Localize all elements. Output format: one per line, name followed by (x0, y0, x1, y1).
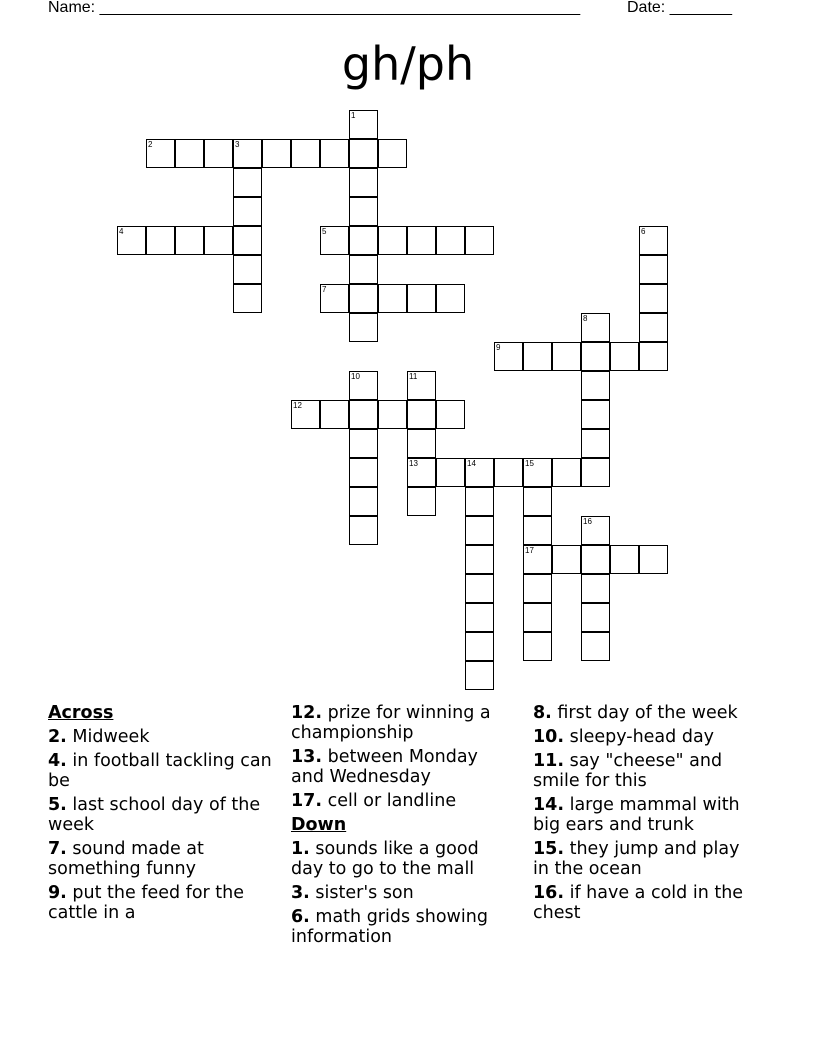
crossword-cell[interactable] (378, 400, 407, 429)
cell-number: 16 (583, 517, 592, 526)
cell-number: 6 (641, 227, 646, 236)
clue-number: 4. (48, 751, 67, 771)
cell-number: 12 (293, 401, 302, 410)
name-line[interactable]: Name: ______________________________________________________ (48, 0, 581, 16)
clue-text: sound made at something funny (48, 839, 204, 879)
crossword-cell[interactable] (349, 487, 378, 516)
cell-number: 2 (148, 140, 153, 149)
clue-across-17 (291, 791, 516, 811)
clue-number: 2. (48, 727, 67, 747)
clue-text: if have a cold in the chest (533, 883, 744, 923)
crossword-cell[interactable] (552, 545, 581, 574)
cell-number: 4 (119, 227, 124, 236)
crossword-cell[interactable] (378, 226, 407, 255)
crossword-cell[interactable] (639, 284, 668, 313)
crossword-cell[interactable] (581, 342, 610, 371)
cell-number: 7 (322, 285, 327, 294)
crossword-cell[interactable] (523, 516, 552, 545)
clue-number: 13. (291, 747, 323, 767)
crossword-cell[interactable] (523, 574, 552, 603)
crossword-cell[interactable] (581, 603, 610, 632)
crossword-cell[interactable] (523, 487, 552, 516)
crossword-cell[interactable] (204, 226, 233, 255)
clue-number: 15. (533, 839, 565, 859)
clue-number: 10. (533, 727, 565, 747)
clue-text: sounds like a good day to go to the mall (291, 839, 479, 879)
clue-down-8 (533, 703, 758, 723)
crossword-cell[interactable] (262, 139, 291, 168)
crossword-cell[interactable] (581, 371, 610, 400)
crossword-cell[interactable] (349, 458, 378, 487)
crossword-cell[interactable] (233, 168, 262, 197)
crossword-cell[interactable] (639, 255, 668, 284)
crossword-cell[interactable] (349, 255, 378, 284)
clue-across-12 (291, 703, 516, 743)
clue-text: last school day of the week (48, 795, 261, 835)
clue-down-11 (533, 751, 758, 791)
crossword-cell[interactable] (233, 226, 262, 255)
page-title: gh/ph (341, 37, 475, 91)
crossword-cell[interactable] (523, 342, 552, 371)
clue-number: 14. (533, 795, 565, 815)
clue-across-2 (48, 727, 273, 747)
across-heading: Across (48, 703, 114, 723)
clue-text: they jump and play in the ocean (533, 839, 740, 879)
clue-text: put the feed for the cattle in a (48, 883, 245, 923)
crossword-cell[interactable] (349, 284, 378, 313)
crossword-cell[interactable] (407, 226, 436, 255)
crossword-cell[interactable] (581, 632, 610, 661)
clue-text: sister's son (315, 883, 414, 903)
clue-across-4 (48, 751, 273, 791)
crossword-cell[interactable] (465, 516, 494, 545)
clue-number: 5. (48, 795, 67, 815)
cell-number: 11 (409, 372, 418, 381)
crossword-cell[interactable] (407, 487, 436, 516)
crossword-cell[interactable] (639, 313, 668, 342)
cell-number: 5 (322, 227, 327, 236)
clue-text: math grids showing information (291, 907, 488, 947)
crossword-cell[interactable] (465, 632, 494, 661)
crossword-cell[interactable] (581, 545, 610, 574)
crossword-cell[interactable] (639, 545, 668, 574)
crossword-cell[interactable] (233, 197, 262, 226)
crossword-cell[interactable] (349, 226, 378, 255)
clue-number: 17. (291, 791, 323, 811)
crossword-cell[interactable] (436, 458, 465, 487)
clue-number: 6. (291, 907, 310, 927)
cell-number: 3 (235, 140, 240, 149)
cell-number: 10 (351, 372, 360, 381)
down-heading: Down (291, 815, 347, 835)
crossword-cell[interactable] (465, 487, 494, 516)
clue-down-14 (533, 795, 758, 835)
clue-number: 9. (48, 883, 67, 903)
clue-text: first day of the week (557, 703, 738, 723)
clues-column-1 (48, 703, 273, 927)
crossword-cell[interactable] (523, 603, 552, 632)
crossword-cell[interactable] (233, 255, 262, 284)
crossword-cell[interactable] (581, 458, 610, 487)
clue-text: between Monday and Wednesday (291, 747, 478, 787)
clue-across-7 (48, 839, 273, 879)
crossword-cell[interactable] (465, 226, 494, 255)
crossword-cell[interactable] (320, 400, 349, 429)
crossword-cell[interactable] (581, 429, 610, 458)
clues-column-2 (291, 703, 516, 951)
crossword-cell[interactable] (204, 139, 233, 168)
clue-down-1 (291, 839, 516, 879)
clue-text: in football tackling can be (48, 751, 272, 791)
crossword-cell[interactable] (146, 226, 175, 255)
crossword-cell[interactable] (378, 284, 407, 313)
clue-number: 12. (291, 703, 323, 723)
cell-number: 8 (583, 314, 588, 323)
crossword-cell[interactable] (581, 574, 610, 603)
cell-number: 9 (496, 343, 501, 352)
crossword-cell[interactable] (175, 226, 204, 255)
crossword-cell[interactable] (378, 139, 407, 168)
crossword-cell[interactable] (465, 574, 494, 603)
crossword-cell[interactable] (552, 342, 581, 371)
crossword-cell[interactable] (349, 197, 378, 226)
clue-down-3 (291, 883, 516, 903)
clue-down-16 (533, 883, 758, 923)
cell-number: 14 (467, 459, 476, 468)
crossword-cell[interactable] (465, 661, 494, 690)
crossword-cell[interactable] (349, 400, 378, 429)
clue-text: sleepy-head day (569, 727, 715, 747)
cell-number: 15 (525, 459, 534, 468)
clue-down-6 (291, 907, 516, 947)
crossword-cell[interactable] (436, 400, 465, 429)
date-line[interactable]: Date: _______ (627, 0, 732, 16)
clue-number: 3. (291, 883, 310, 903)
clue-across-13 (291, 747, 516, 787)
crossword-cell[interactable] (610, 545, 639, 574)
clue-across-5 (48, 795, 273, 835)
crossword-cell[interactable] (552, 458, 581, 487)
crossword-cell[interactable] (349, 139, 378, 168)
crossword-cell[interactable] (407, 400, 436, 429)
crossword-cell[interactable] (349, 313, 378, 342)
crossword-cell[interactable] (523, 632, 552, 661)
clue-text: prize for winning a championship (291, 703, 491, 743)
clue-down-10 (533, 727, 758, 747)
crossword-cell[interactable] (233, 284, 262, 313)
clue-down-15 (533, 839, 758, 879)
crossword-cell[interactable] (175, 139, 204, 168)
cell-number: 13 (409, 459, 418, 468)
crossword-cell[interactable] (349, 516, 378, 545)
crossword-cell[interactable] (407, 429, 436, 458)
clue-number: 7. (48, 839, 67, 859)
crossword-cell[interactable] (465, 603, 494, 632)
crossword-cell[interactable] (320, 139, 349, 168)
cell-number: 1 (351, 111, 356, 120)
clue-number: 16. (533, 883, 565, 903)
crossword-cell[interactable] (610, 342, 639, 371)
crossword-cell[interactable] (349, 429, 378, 458)
clue-across-9 (48, 883, 273, 923)
clue-text: large mammal with big ears and trunk (533, 795, 740, 835)
crossword-cell[interactable] (291, 139, 320, 168)
crossword-cell[interactable] (436, 284, 465, 313)
crossword-cell[interactable] (494, 458, 523, 487)
clue-text: Midweek (72, 727, 150, 747)
cell-number: 17 (525, 546, 534, 555)
clue-number: 11. (533, 751, 565, 771)
crossword-cell[interactable] (349, 168, 378, 197)
clue-text: cell or landline (327, 791, 457, 811)
crossword-cell[interactable] (436, 226, 465, 255)
crossword-cell[interactable] (407, 284, 436, 313)
crossword-cell[interactable] (639, 342, 668, 371)
clues-column-3 (533, 703, 758, 927)
crossword-cell[interactable] (581, 400, 610, 429)
clue-number: 1. (291, 839, 310, 859)
clue-text: say "cheese" and smile for this (533, 751, 723, 791)
crossword-cell[interactable] (465, 545, 494, 574)
clue-number: 8. (533, 703, 552, 723)
